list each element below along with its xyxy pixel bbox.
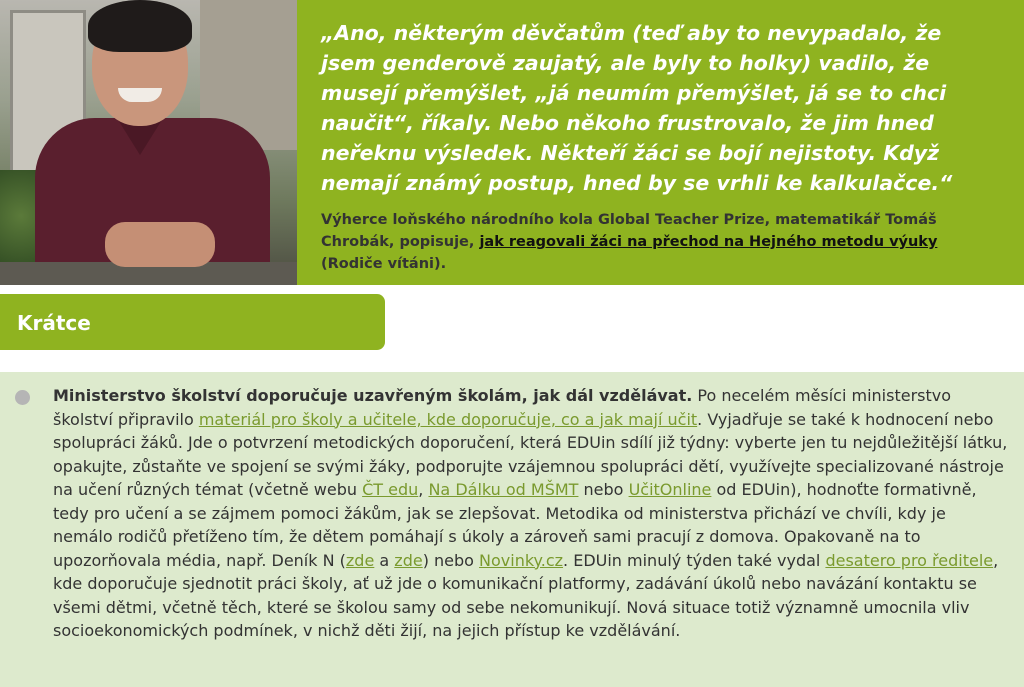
attribution-link[interactable]: jak reagovali žáci na přechod na Hejného metodu výuky	[479, 234, 938, 250]
link-material[interactable]: materiál pro školy a učitele, kde doporučuje, co a jak mají učit	[198, 409, 698, 429]
attribution-text: Výherce loňského národního kola Global Teacher Prize, matematikář Tomáš Chrobák, popisuje,	[321, 212, 937, 250]
news-headline: Ministerstvo školství doporučuje uzavřeným školám, jak dál vzdělávat.	[53, 386, 693, 405]
news-text: . EDUin minulý týden také vydal	[563, 550, 826, 570]
news-text: od EDUin), hodnoťte formativně, tedy pro učení a se zájmem pomoci žákům, jak se zlepšovat. Metodika od ministerstva přichází ve chvíli, kdy je nemálo rodičů přetíženo tím, že dětem pomáhají s úkoly a zároveň sami pracují z domova. Opakovaně na to upozorňovala média, např. Deník N (	[53, 480, 977, 570]
section-header	[0, 294, 385, 350]
news-text: ) nebo	[422, 550, 480, 570]
link-zde-1[interactable]: zde	[345, 550, 375, 570]
news-text: a	[374, 550, 395, 570]
link-zde-2[interactable]: zde	[394, 550, 423, 570]
news-text: ,	[418, 480, 429, 499]
news-item	[53, 384, 1008, 643]
link-na-dalku[interactable]: Na Dálku od MŠMT	[428, 480, 579, 499]
section-title: Krátce	[17, 311, 91, 335]
link-novinky[interactable]: Novinky.cz	[479, 550, 564, 570]
news-list	[0, 372, 1024, 687]
quote-box	[297, 0, 1024, 285]
news-text: Po necelém měsíci ministerstvo školství připravilo	[53, 386, 952, 429]
news-text: nebo	[578, 480, 629, 499]
news-text: . Vyjadřuje se také k hodnocení nebo spolupráci žáků. Jde o potvrzení metodických doporučení, která EDUin sdílí již týdny: vyberte jen tu nejdůležitější látku, opakujte, zůstaňte ve spojení se svými žáky, podporujte vzájemnou spolupráci dětí, využívejte specializované nástroje na učení různých témat (včetně webu	[53, 409, 1008, 499]
teacher-photo	[0, 0, 297, 285]
quote-text: „Ano, některým děvčatům (teď aby to nevypadalo, že jsem genderově zaujatý, ale byly to holky) vadilo, že musejí přemýšlet, „já neumím přemýšlet, já se to chci naučit“, říkaly. Nebo někoho frustrovalo, že jim hned neřeknu výsledek. Někteří žáci se bojí nejistoty. Když nemají známý postup, hned by se vrhli ke kalkulačce.“	[321, 21, 953, 195]
photo-hair	[88, 0, 192, 52]
news-text: , kde doporučuje sjednotit práci školy, ať už jde o komunikační platformy, zadávání úkolů nebo navázání kontaktu se všemi dětmi, včetně těch, které se školou samy od sebe nekomunikují. Nová situace totiž významně umocnila vliv socioekonomických podmínek, v nichž děti žijí, na jejich přístup ke vzdělávání.	[53, 550, 999, 640]
bullet-icon	[15, 390, 30, 405]
photo-hands	[105, 222, 215, 267]
attribution-source: (Rodiče vítáni).	[321, 256, 447, 272]
link-ucitonline[interactable]: UčitOnline	[628, 480, 712, 499]
quote-attribution	[321, 209, 981, 275]
link-ct-edu[interactable]: ČT edu	[362, 480, 419, 499]
link-desatero[interactable]: desatero pro ředitele	[825, 550, 994, 570]
